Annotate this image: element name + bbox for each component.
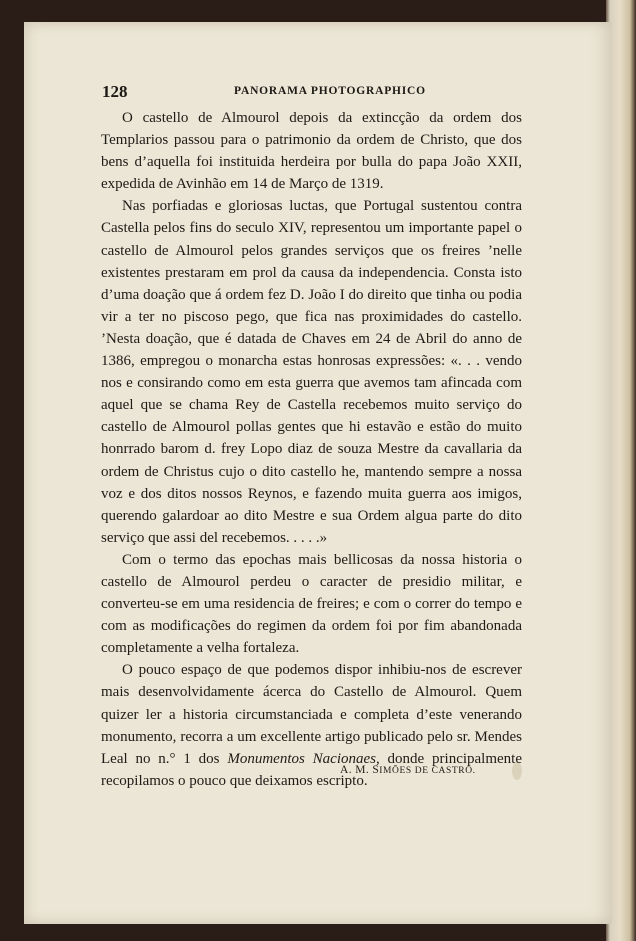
page-number: 128 [102,82,128,101]
paragraph-4-text-after: , donde principalmente recopilamos o pouco que deixamos escripto. [101,750,522,789]
paragraph-4-text-before: O pouco espaço de que podemos dispor inhibiu-nos de escrever mais desenvolvidamente ácerca do Castello de Almourol. Quem quizer ler a historia circumstanciada e completa d’este venerando monumento, recorra a um excellente artigo publicado pelo sr. Mendes Leal no n.° 1 dos [101,662,522,767]
publication-title: Monumentos Nacionaes [227,750,376,767]
signature-initials: A. M. S [340,764,380,776]
author-signature [340,764,476,776]
signature-surname: IMÕES DE CASTRO. [379,766,476,776]
article-body [101,107,522,792]
paragraph-3: Com o termo das epochas mais bellicosas da nossa historia o castello de Almourol perdeu o caracter de presidio militar, e converteu-se em uma residencia de freires; e com o correr do tempo e com as modificações do regimen da ordem foi por fim abandonada completamente a velha fortaleza. [101,551,522,657]
page-header [102,82,522,106]
paragraph-2: Nas porfiadas e gloriosas luctas, que Portugal sustentou contra Castella pelos fins do seculo XIV, representou um importante papel o castello de Almourol pelos grandes serviços que os freires ’nelle existentes prestaram em prol da causa da independencia. Consta isto d’uma doação que á ordem fez D. João I do direito que tinha ou podia vir a ter no piscoso pego, que fica nas proximidades do castello. ’Nesta doação, que é datada de Chaves em 24 de Abril do anno de 1386, empregou o monarcha estas honrosas expressões: «. . . vendo nos e consirando como em esta guerra que avemos tam afincada com aquel que se chama Rey de Castella recebemos muito serviço do castello de Almourol pollas gentes que hi estavão e estão do muito honrrado barom d. frey Lopo diaz de souza Mestre da cavallaria da ordem de Christus cujo o dito castello he, mantendo sempre a nossa voz e dos ditos nossos Reynos, e fazendo muita guerra aos imigos, querendo galardoar ao dito Mestre e sua Ordem algua parte do dito serviço que assi del recebemos. . . . .» [101,198,522,546]
running-title: PANORAMA PHOTOGRAPHICO [234,85,426,97]
paragraph-1: O castello de Almourol depois da extincção da ordem dos Templarios passou para o patrimonio da ordem de Christo, que dos bens d’aquella foi instituida herdeira por bulla do papa João XXII, expedida de Avinhão em 14 de Março de 1319. [101,110,522,193]
